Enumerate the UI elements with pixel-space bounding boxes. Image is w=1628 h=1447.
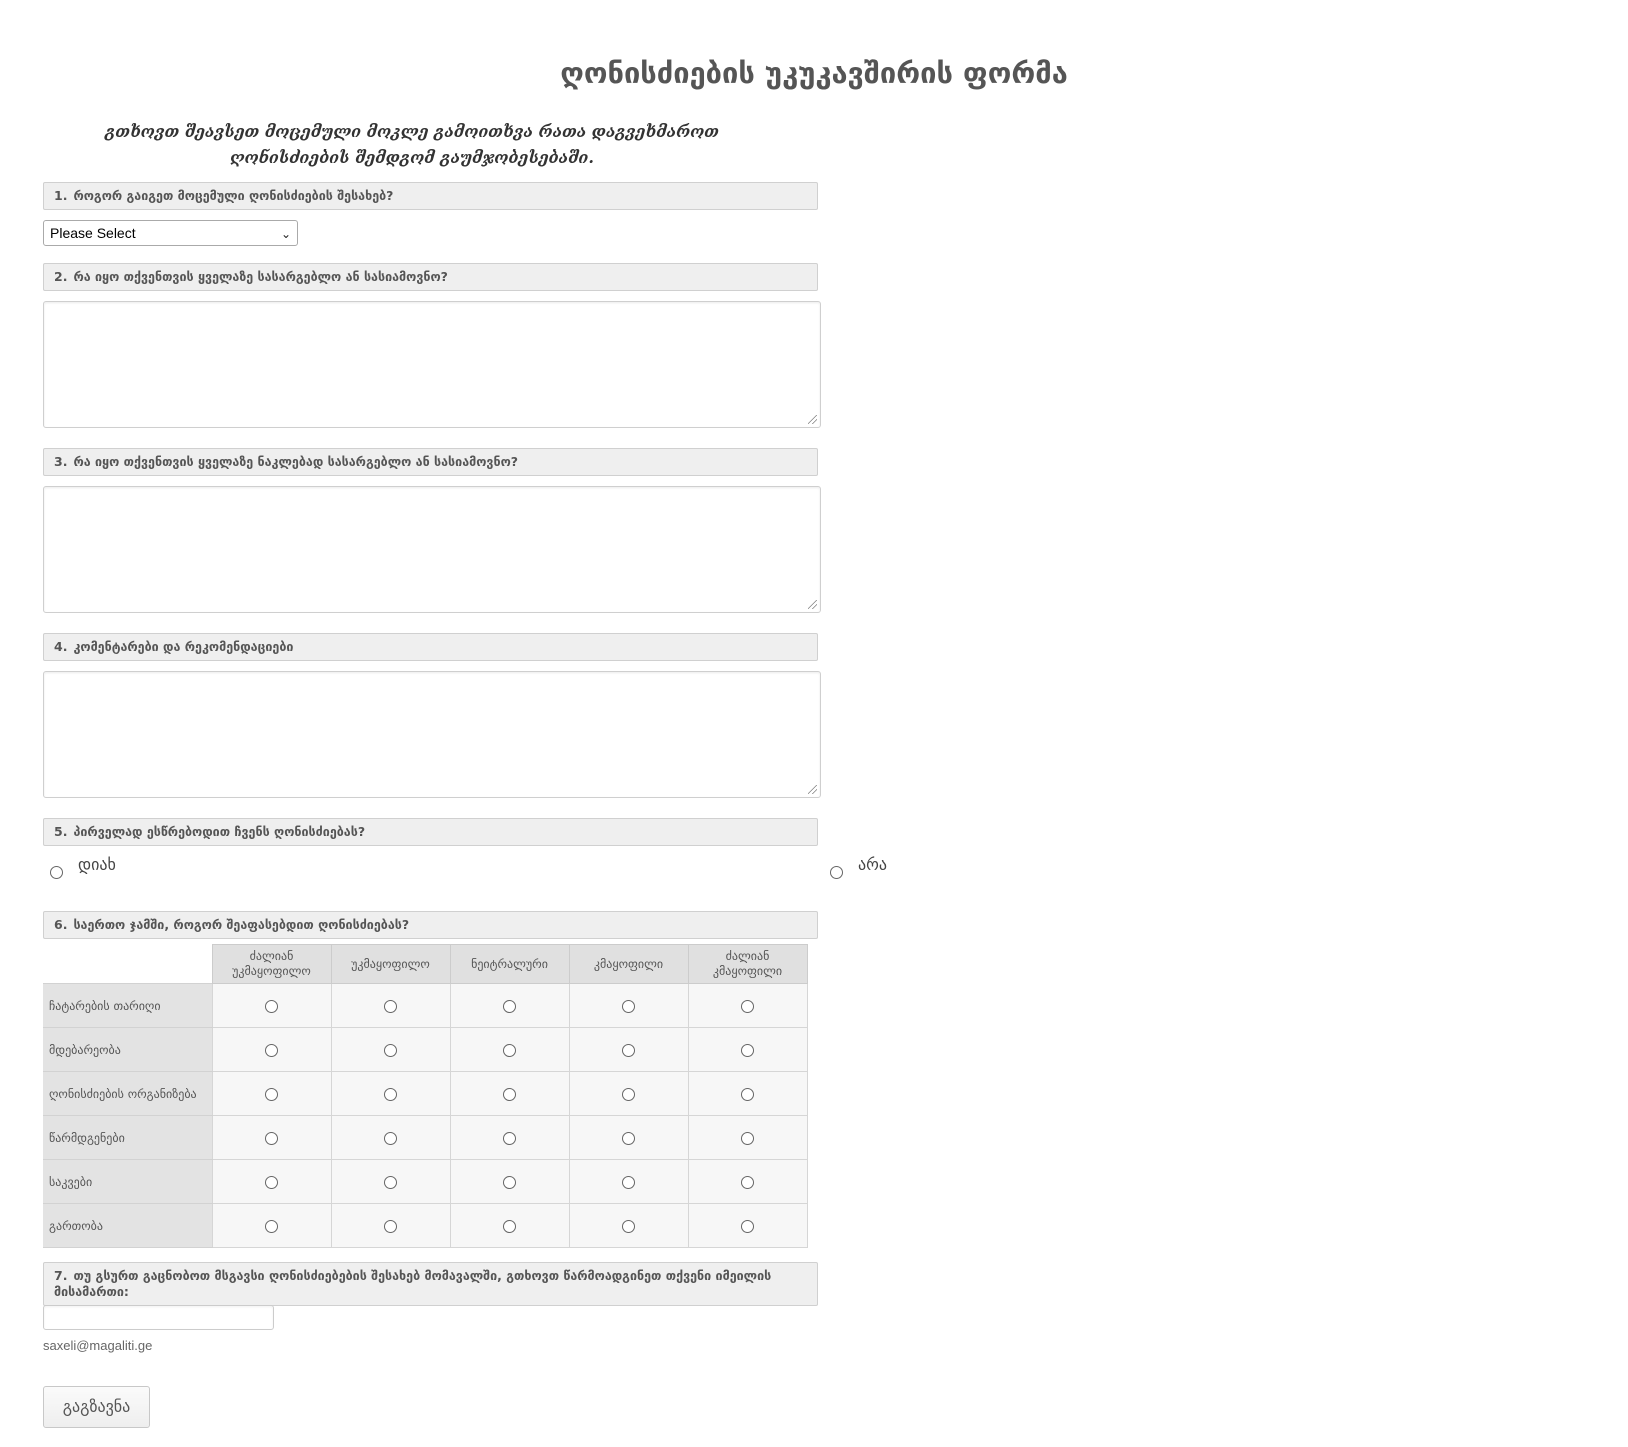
yes-radio[interactable]	[50, 866, 63, 879]
question-2-number: 2.	[54, 269, 68, 284]
matrix-row	[43, 1028, 807, 1072]
matrix-row	[43, 984, 807, 1028]
question-6-text: საერთო ჯამში, როგორ შეაფასებდით ღონისძიებას?	[73, 917, 410, 932]
column-header: ნეიტრალური	[450, 945, 569, 984]
row-label: საკვები	[43, 1160, 212, 1204]
form-subtitle: გთხოვთ შეავსეთ მოცემული მოკლე გამოითხვა რათა დაგვეხმაროთ ღონისძიების შემდგომ გაუმჯობესებაში.	[105, 122, 719, 167]
no-label: არა	[858, 855, 887, 874]
rating-radio[interactable]	[622, 1000, 635, 1013]
row-label: ღონისძიების ორგანიზება	[43, 1072, 212, 1116]
matrix-cell[interactable]	[688, 1116, 807, 1160]
form-title: ღონისძიების უკუკავშირის ფორმა	[560, 56, 1068, 90]
matrix-cell[interactable]	[569, 1028, 688, 1072]
matrix-cell[interactable]	[331, 1028, 450, 1072]
question-1-header	[43, 182, 818, 210]
matrix-cell[interactable]	[212, 984, 331, 1028]
rating-radio[interactable]	[265, 1000, 278, 1013]
matrix-cell[interactable]	[688, 984, 807, 1028]
question-2-text: რა იყო თქვენთვის ყველაზე სასარგებლო ან სასიამოვნო?	[73, 269, 448, 284]
matrix-cell[interactable]	[569, 1116, 688, 1160]
matrix-cell[interactable]	[331, 1204, 450, 1248]
rating-radio[interactable]	[622, 1132, 635, 1145]
question-7-header	[43, 1262, 818, 1306]
rating-radio[interactable]	[265, 1220, 278, 1233]
column-header: ძალიან კმაყოფილი	[688, 945, 807, 984]
rating-matrix	[43, 944, 808, 1248]
rating-radio[interactable]	[384, 1132, 397, 1145]
matrix-row	[43, 1204, 807, 1248]
matrix-cell[interactable]	[688, 1072, 807, 1116]
rating-radio[interactable]	[741, 1044, 754, 1057]
question-1-select-value: Please Select	[50, 225, 136, 241]
rating-radio[interactable]	[503, 1176, 516, 1189]
rating-radio[interactable]	[741, 1088, 754, 1101]
question-4-textarea[interactable]	[43, 671, 821, 798]
row-label: წარმდგენები	[43, 1116, 212, 1160]
matrix-row	[43, 1160, 807, 1204]
resize-grip-icon[interactable]	[808, 415, 817, 424]
rating-radio[interactable]	[503, 1088, 516, 1101]
resize-grip-icon[interactable]	[808, 785, 817, 794]
matrix-row	[43, 1072, 807, 1116]
matrix-cell[interactable]	[569, 984, 688, 1028]
question-1-text: როგორ გაიგეთ მოცემული ღონისძიების შესახებ?	[73, 188, 394, 203]
matrix-cell[interactable]	[450, 1204, 569, 1248]
rating-radio[interactable]	[741, 1132, 754, 1145]
rating-radio[interactable]	[384, 1088, 397, 1101]
rating-radio[interactable]	[503, 1132, 516, 1145]
question-5-number: 5.	[54, 824, 68, 839]
row-label: მდებარეობა	[43, 1028, 212, 1072]
matrix-cell[interactable]	[450, 1116, 569, 1160]
question-4-header	[43, 633, 818, 661]
question-2-textarea[interactable]	[43, 301, 821, 428]
rating-radio[interactable]	[503, 1000, 516, 1013]
rating-radio[interactable]	[622, 1220, 635, 1233]
question-5-header	[43, 818, 818, 846]
question-7-text: თუ გსურთ გაცნობოთ მსგავსი ღონისძიებების შესახებ მომავალში, გთხოვთ წარმოადგინეთ თქვენი იმეილის მისამართი:	[54, 1268, 772, 1299]
matrix-cell[interactable]	[569, 1072, 688, 1116]
column-header: კმაყოფილი	[569, 945, 688, 984]
matrix-cell[interactable]	[450, 1160, 569, 1204]
matrix-cell[interactable]	[569, 1160, 688, 1204]
matrix-cell[interactable]	[212, 1160, 331, 1204]
column-header: ძალიან უკმაყოფილო	[212, 945, 331, 984]
matrix-cell[interactable]	[569, 1204, 688, 1248]
rating-radio[interactable]	[741, 1176, 754, 1189]
rating-radio[interactable]	[503, 1044, 516, 1057]
rating-radio[interactable]	[265, 1044, 278, 1057]
question-3-header	[43, 448, 818, 476]
matrix-cell[interactable]	[450, 1028, 569, 1072]
row-label: გართობა	[43, 1204, 212, 1248]
matrix-cell[interactable]	[331, 1072, 450, 1116]
rating-radio[interactable]	[503, 1220, 516, 1233]
question-1-number: 1.	[54, 188, 68, 203]
question-7-number: 7.	[54, 1268, 68, 1283]
matrix-corner	[43, 945, 212, 984]
matrix-cell[interactable]	[450, 1072, 569, 1116]
matrix-cell[interactable]	[688, 1204, 807, 1248]
rating-radio[interactable]	[265, 1088, 278, 1101]
question-6-number: 6.	[54, 917, 68, 932]
question-6-header	[43, 911, 818, 939]
rating-radio[interactable]	[741, 1220, 754, 1233]
question-2-header	[43, 263, 818, 291]
matrix-cell[interactable]	[212, 1204, 331, 1248]
rating-radio[interactable]	[384, 1044, 397, 1057]
rating-radio[interactable]	[265, 1132, 278, 1145]
rating-radio[interactable]	[622, 1176, 635, 1189]
email-hint: saxeli@magaliti.ge	[43, 1338, 153, 1353]
rating-radio[interactable]	[384, 1176, 397, 1189]
question-3-text: რა იყო თქვენთვის ყველაზე ნაკლებად სასარგებლო ან სასიამოვნო?	[73, 454, 518, 469]
matrix-cell[interactable]	[450, 984, 569, 1028]
matrix-cell[interactable]	[212, 1028, 331, 1072]
matrix-cell[interactable]	[331, 1116, 450, 1160]
question-3-textarea[interactable]	[43, 486, 821, 613]
row-label: ჩატარების თარიღი	[43, 984, 212, 1028]
matrix-row	[43, 1116, 807, 1160]
column-header: უკმაყოფილო	[331, 945, 450, 984]
matrix-cell[interactable]	[688, 1028, 807, 1072]
matrix-cell[interactable]	[212, 1072, 331, 1116]
matrix-cell[interactable]	[212, 1116, 331, 1160]
question-5-text: პირველად ესწრებოდით ჩვენს ღონისძიებას?	[73, 824, 366, 839]
matrix-cell[interactable]	[331, 1160, 450, 1204]
rating-radio[interactable]	[622, 1044, 635, 1057]
rating-radio[interactable]	[265, 1176, 278, 1189]
rating-radio[interactable]	[741, 1000, 754, 1013]
resize-grip-icon[interactable]	[808, 600, 817, 609]
rating-radio[interactable]	[622, 1088, 635, 1101]
matrix-cell[interactable]	[688, 1160, 807, 1204]
rating-radio[interactable]	[384, 1000, 397, 1013]
no-radio[interactable]	[830, 866, 843, 879]
question-4-text: კომენტარები და რეკომენდაციები	[73, 639, 294, 654]
question-1-select[interactable]	[43, 220, 298, 246]
chevron-down-icon: ⌄	[280, 227, 291, 241]
question-3-number: 3.	[54, 454, 68, 469]
matrix-cell[interactable]	[331, 984, 450, 1028]
yes-label: დიახ	[78, 855, 116, 874]
rating-radio[interactable]	[384, 1220, 397, 1233]
email-field[interactable]	[43, 1305, 274, 1330]
question-4-number: 4.	[54, 639, 68, 654]
submit-button[interactable]: გაგზავნა	[43, 1386, 150, 1428]
